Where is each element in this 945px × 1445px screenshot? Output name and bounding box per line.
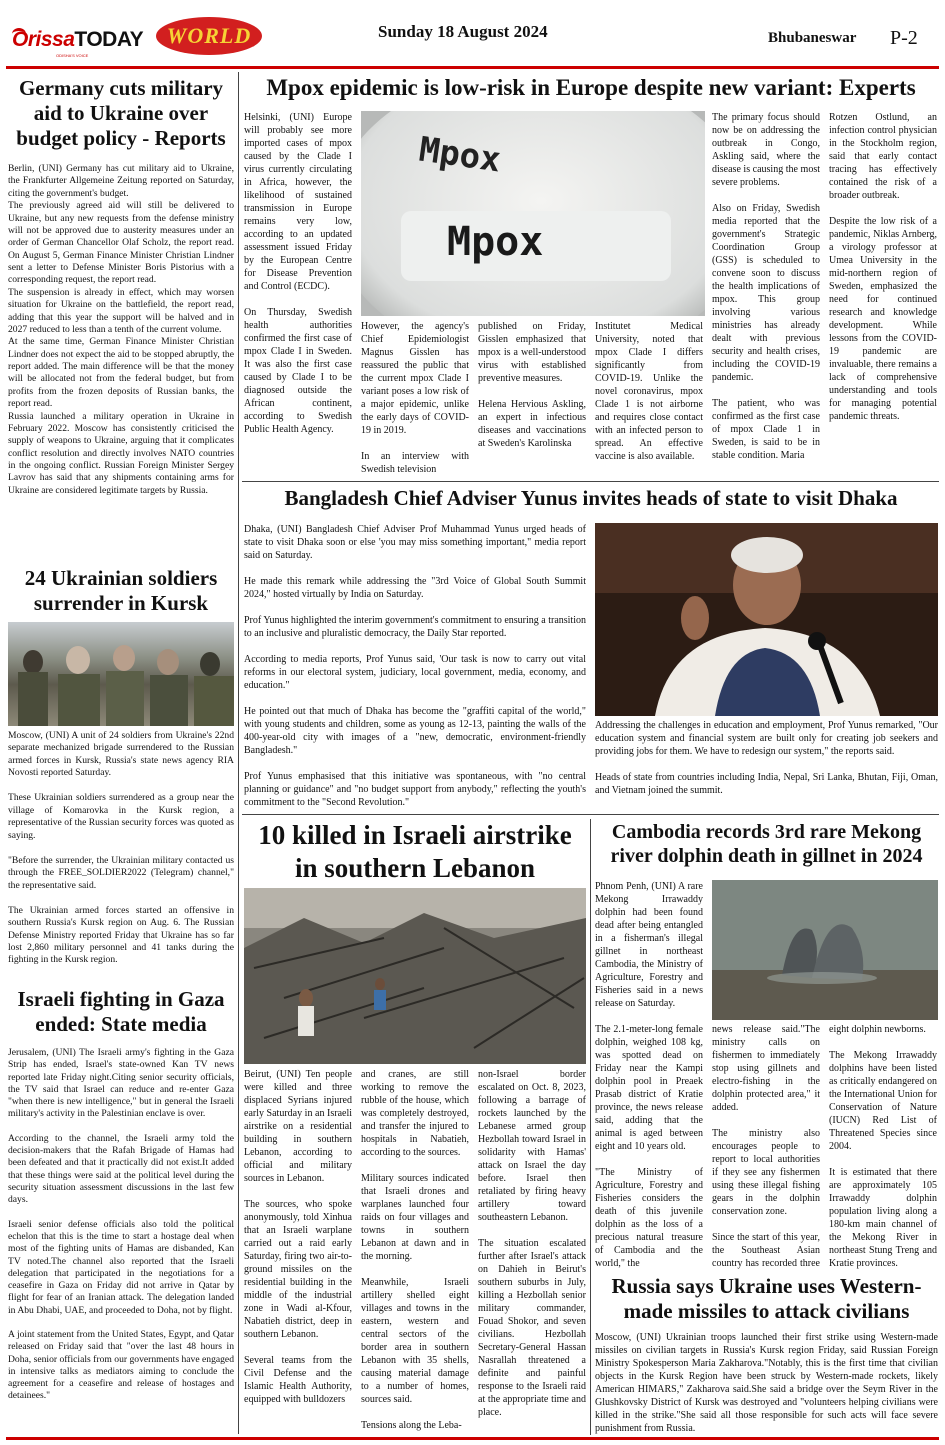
dolphin-col-3: eight dolphin newborns. The Mekong Irrawaddy dolphins have been listed as critically endangered on the International Union for Conservation of Nature (IUCN) Red List of Threatened Species since 2004. It is estimated that there are approximately 105 Irrawaddy dolphin population living along a 180-km main channel of the Mekong River in northeast Stung Treng and Kratie provinces.	[829, 1024, 937, 1269]
logo-word-today: TODAY	[74, 28, 144, 51]
mpox-photo-word-top: Mpox	[416, 129, 504, 181]
dolphin-photo-art	[712, 880, 938, 1020]
masthead-rule	[6, 66, 939, 69]
gaza-article-body: Jerusalem, (UNI) The Israeli army's fighting in the Gaza Strip has ended, Israel's state-owned Kan TV news reported late Friday night.Citing senior security officials, the TV said that Israel can reduce and re-enter Gaza "when there is new intelligence," but in general the Israeli military's activity in the Palestinian enclave is over. According to the channel, the Israeli army told the decision-makers that the Rafah Brigade of Hamas had been defeated and that it practically did not exist.It added that these things were said at the political level during the security situation assessment discussions in the last few days. Israeli senior defense officials also told the political echelon that this is the time to start a hostage deal when most of the fighting units of Hamas are disbanded, Kan TV noted.The channel also reported that the Israeli delegation that participated in the negotiations for a ceasefire in Gaza on Friday did not arrive in Qatar by flight for fear of an Iranian attack. The delegation landed in Abu Dhabi, UAE, and proceeded to Doha, not by flight. A joint statement from the United States, Egypt, and Qatar released on Friday said that "over the last 48 hours in Doha, senior officials from our governments have engaged in intensive talks as mediators aiming to conclude the agreement for a ceasefire and release of hostages and detainees."	[8, 1047, 234, 1402]
logo-tagline: ODISHA'S VOICE	[56, 53, 89, 58]
lebanon-col-2: and cranes, are still working to remove the rubble of the house, which was completely destroyed, and transfer the injured to hospitals in Nabatieh, according to the sources. Military sources indicated that Israeli drones and warplanes launched four raids on four villages and towns in southern Lebanon at dawn and in the morning. Meanwhile, Israeli artillery shelled eight villages and towns in the eastern, western and central sectors of the border area in southern Lebanon with 35 shells, causing material damage to a number of homes, sources said. Tensions along the Leba-	[361, 1069, 469, 1431]
yunus-article-continued: Addressing the challenges in education and employment, Prof Yunus remarked, "Our education system and financial system are built only for creating job seekers and providing jobs for them. We have to redesign our system," the reports said. Heads of state from countries including India, Nepal, Sri Lanka, Bhutan, Fiji, Oman, and Vietnam joined the summit.	[595, 720, 938, 796]
mpox-col-5: The primary focus should now be on addressing the outbreak in Congo, Askling said, where the disease is causing the most severe problems. Also on Friday, Swedish media reported that the government's Strategic Coordination Group (GSS) is scheduled to convene soon to discuss the health implications of mpox. This group involving various ministries has already dealt with previous security and health crises, including the COVID-19 pandemic. The patient, who was confirmed as the first case of mpox Clade 1 in Sweden, is said to be in stable condition. Maria	[712, 112, 820, 461]
mpox-col-1: Helsinki, (UNI) Europe will probably see more imported cases of mpox caused by the Clade I virus currently circulating in Africa, however, the likelihood of sustained transmission in Europe remains very low, according to an updated assessment issued Friday by the European Centre for Disease Prevention and Control (ECDC). On Thursday, Swedish health authorities confirmed the first case of mpox Clade I in Sweden. It was also the first case caused by Clade I to be diagnosed outside the African continent, according to Swedish Public Health Agency.	[244, 112, 352, 435]
germany-headline[interactable]: Germany cuts military aid to Ukraine over budget policy - Reports	[16, 76, 226, 151]
yunus-bottom-rule	[242, 814, 939, 815]
column-divider-left	[238, 72, 239, 1434]
mpox-col-3: published on Friday, Gisslen emphasized that mpox is a well-understood virus with established preventive measures. Helena Hervious Askling, an expert in infectious diseases and vaccinations at Sweden's Karolinska	[478, 321, 586, 449]
section-label: WORLD	[166, 23, 252, 48]
yunus-photo-art	[595, 523, 938, 716]
logo-word-orissa: Orissa	[12, 28, 75, 51]
mpox-photo-word-bottom: Mpox	[447, 219, 544, 265]
soldiers-headline[interactable]: 24 Ukrainian soldiers surrender in Kursk	[24, 566, 218, 616]
section-badge[interactable]	[156, 17, 262, 55]
column-divider-right	[590, 819, 591, 1435]
mpox-col-6: Rotzen Ostlund, an infection control physician in the Stockholm region, said that early contact tracing has effectively contained the risk of a broader outbreak. Despite the low risk of a pandemic, Niklas Arnberg, a virology professor at Umea University in the mid-northern region of Sweden, emphasized the need for continued research and knowledge development. While lessons from the COVID-19 pandemic are invaluable, there remains a lack of comprehensive understanding and tools for managing potential pandemic threats.	[829, 112, 937, 422]
mpox-col-2: However, the agency's Chief Epidemiologist Magnus Gisslen has reassured the public that the current mpox Clade I variant poses a low risk of a major epidemic, unlike the early days of COVID-19 in 2019. In an interview with Swedish television	[361, 321, 469, 475]
lebanon-photo[interactable]	[244, 888, 586, 1064]
lebanon-col-1: Beirut, (UNI) Ten people were killed and three displaced Syrians injured early Saturday in an Israeli airstrike on a residential building in southern Lebanon, according to official and military sources in Lebanon. The sources, who spoke anonymously, told Xinhua that an Israeli warplane carried out a raid early Saturday, firing two air-to-ground missiles on the residential building in the middle of the industrial zone in Wadi al-Kfour, Nabatieh district, deep in southern Lebanon. Several teams from the Civil Defense and the Islamic Health Authority, equipped with bulldozers	[244, 1069, 352, 1405]
mpox-photo-art	[361, 111, 705, 316]
yunus-photo[interactable]	[595, 523, 938, 716]
yunus-headline[interactable]: Bangladesh Chief Adviser Yunus invites heads of state to visit Dhaka	[284, 486, 898, 510]
dolphin-headline[interactable]: Cambodia records 3rd rare Mekong river dolphin death in gillnet in 2024	[610, 821, 923, 867]
gaza-headline[interactable]: Israeli fighting in Gaza ended: State media	[17, 987, 225, 1037]
mpox-photo[interactable]	[361, 111, 705, 316]
mpox-headline[interactable]: Mpox epidemic is low-risk in Europe despite new variant: Experts	[266, 75, 916, 100]
dolphin-col-2: news release said."The ministry calls on fishermen to immediately stop using gillnets and electro-fishing in the dolphin protected area," it added. The ministry also encourages people to report to local authorities if they see any fishermen using these illegal fishing gears in the dolphin conservation zone. Since the start of this year, the Southeast Asian country has recorded three	[712, 1024, 820, 1269]
dolphin-photo[interactable]	[712, 880, 938, 1020]
masthead	[0, 0, 945, 66]
germany-article-body: Berlin, (UNI) Germany has cut military aid to Ukraine, the Frankfurter Allgemeine Zeitung reported on Saturday, citing the government's budget. The previously agreed aid will still be delivered to Ukraine, but any new requests from the defense ministry will not be approved due to austerity measures under an order of German Chancellor Olaf Scholz, the report read. On August 5, German Finance Minister Christian Lindner sent a letter to Defense Minister Boris Pistorius with a corresponding request, the report read. The suspension is already in effect, which may worsen situation for Ukraine on the battlefield, the report read, adding that this year the support will be halved and in 2027 reduced to less than a tenth of the current volume. At the same time, German Finance Minister Christian Lindner does not expect the aid to be stopped abruptly, the report added. The main difference will be that the money will be allocated not from the federal budget, but from profits from the frozen deposits of Russian banks, the report read. Russia launched a military operation in Ukraine in February 2022. Moscow has consistently criticised the supply of weapons to Ukraine, arguing that it complicates conflict resolution and directly involves NATO countries in the ongoing conflict. Russian Foreign Minister Sergey Lavrov has said that any shipments containing arms for Ukraine are considered legitimate targets by Russia.	[8, 163, 234, 496]
mpox-col-4: Institutet Medical University, noted that mpox Clade I differs significantly from COVID-19. Unlike the novel coronavirus, mpox Clade 1 is not airborne and requires close contact with an infected person to spread. An effective vaccine is also available.	[595, 321, 703, 462]
yunus-article-body: Dhaka, (UNI) Bangladesh Chief Adviser Prof Muhammad Yunus urged heads of state to visit Dhaka soon or else 'you may miss something important," media report said on Saturday. He made this remark while addressing the "3rd Voice of Global South Summit 2024," hosted virtually by India on Saturday. Prof Yunus highlighted the interim government's commitment to ensuring a transition to an inclusive and pluralistic democracy, the Daily Star reported. According to media reports, Prof Yunus said, 'Our task is now to carry out vital reforms in our electoral system, judiciary, local government, media, economy, and education." He pointed out that much of Dhaka has become the "graffiti capital of the world," with young students and children, some as young as 12-13, painting the walls of the 400-year-old city with images of a "new, democratic, environment-friendly Bangladesh." Prof Yunus emphasised that this initiative was spontaneous, with "no central planning or guidance" and "no budget support from anybody," reflecting the youth's commitment to the "Second Revolution."	[244, 524, 586, 808]
mpox-bottom-rule	[242, 481, 939, 482]
logo[interactable]	[12, 28, 143, 52]
soldiers-article-body: Moscow, (UNI) A unit of 24 soldiers from Ukraine's 22nd separate mechanized brigade surrendered to the Russian armed forces in Kursk, Russia's state news agency RIA Novosti reported Saturday. These Ukrainian soldiers surrendered as a group near the village of Komarovka in the Kursk region, a representative of the Russian security forces was quoted as saying. "Before the surrender, the Ukrainian military contacted us through the FREE_SOLDIER2022 (Telegram) channel," the representative said. The Ukrainian armed forces started an offensive in southern Russia's Kursk region on Aug. 6. The Russian Defense Ministry reported Friday that Ukraine has so far lost 2,860 military personnel and 41 tanks during the fighting in the Kursk region.	[8, 730, 234, 966]
lebanon-headline[interactable]: 10 killed in Israeli airstrike in southern Lebanon	[258, 820, 572, 883]
edition-date: Sunday 18 August 2024	[378, 22, 548, 41]
page-bottom-rule	[6, 1437, 939, 1440]
soldiers-photo-art	[8, 622, 234, 726]
lebanon-col-3: non-Israel border escalated on Oct. 8, 2023, following a barrage of rockets launched by the Lebanese armed group Hezbollah toward Israel in solidarity with Hamas' attack on Israel the day before. Israel then retaliated by firing heavy artillery toward southeastern Lebanon. The situation escalated further after Israel's attack on Dahieh in Beirut's southern suburbs in July, killing a Hezbollah senior military commander, Fouad Shokor, and seven civilians. Hezbollah Secretary-General Hassan Nasrallah threatened a definite and painful response to the Israeli raid at the appropriate time and place.	[478, 1069, 586, 1418]
russia-headline[interactable]: Russia says Ukraine uses Western-made missiles to attack civilians	[611, 1274, 922, 1324]
page-number: P-2	[890, 27, 918, 49]
dolphin-col-1: Phnom Penh, (UNI) A rare Mekong Irrawaddy dolphin had been found dead after being entangled in a fisherman's illegal gillnet in northeast Cambodia, the Ministry of Agriculture, Forestry and Fisheries said in a news release on Saturday. The 2.1-meter-long female dolphin, weighed 108 kg, was spotted dead on Friday near the Kampi dolphin pool in Preaek Prasab district of Kratie province, the news release said, adding that the animal is aged between eight and 10 years old. "The Ministry of Agriculture, Forestry and Fisheries considers the death of this juvenile dolphin as the loss of a precious natural treasure of Cambodia and the world," the	[595, 881, 703, 1269]
russia-article-body: Moscow, (UNI) Ukrainian troops launched their first strike using Western-made missiles on civilian targets in Russia's Kursk region Friday, said Russian Foreign Ministry Spokesperson Maria Zakharova."Notably, this is the first time that civilian objects in the Kursk Region have been struck by Western-made rockets, likely American HIMARS," Zakharova said.She said a bridge over the Seym River in the Glushkovsky District of Kursk was destroyed and "volunteers helping civilians were killed in the strike."She said all those responsible for such acts will face severe punishment from Russia.	[595, 1332, 938, 1434]
edition-city: Bhubaneswar	[768, 30, 857, 46]
soldiers-photo[interactable]	[8, 622, 234, 726]
lebanon-photo-art	[244, 888, 586, 1064]
